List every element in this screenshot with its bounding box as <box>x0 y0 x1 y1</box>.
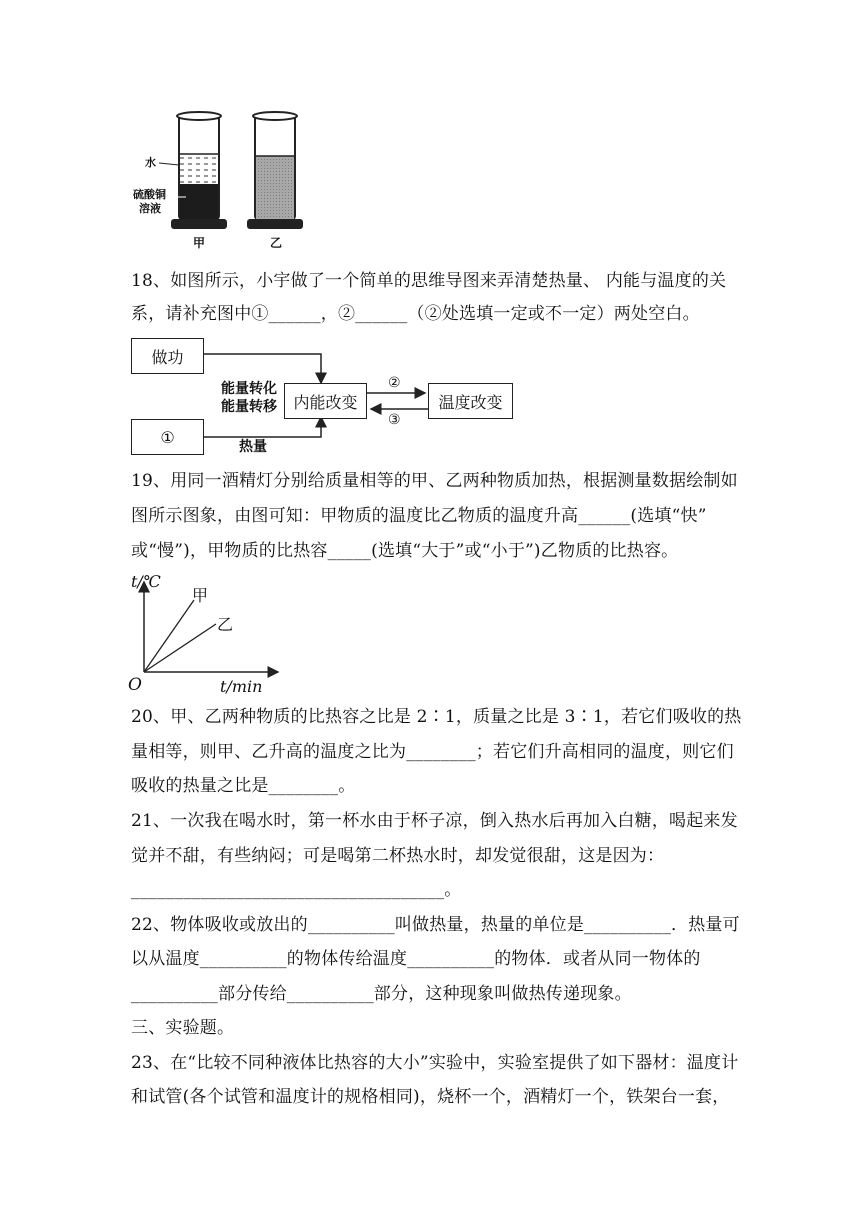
tube-a <box>159 112 227 229</box>
arrow-three-label: ③ <box>388 412 401 428</box>
section-heading: 三、实验题。 <box>131 1018 235 1038</box>
box-work: 做功 <box>131 338 204 374</box>
q22-line1: 22、物体吸收或放出的__________叫做热量，热量的单位是__________．热量可 <box>131 915 740 935</box>
q18-line2: 系，请补充图中①______，②______（②处选填一定或不一定）两处空白。 <box>131 304 700 324</box>
box-internal-energy: 内能改变 <box>284 383 367 419</box>
q20-line3: 吸收的热量之比是________。 <box>131 776 356 796</box>
temperature-time-graph <box>128 572 288 697</box>
y-axis-label: t/℃ <box>131 572 161 591</box>
box-temperature: 温度改变 <box>428 383 513 419</box>
q21-line1: 21、一次我在喝水时，第一杯水由于杯子凉，倒入热水后再加入白糖，喝起来发 <box>131 811 738 831</box>
q19-line1: 19、用同一酒精灯分别给质量相等的甲、乙两种物质加热，根据测量数据绘制如 <box>131 471 738 491</box>
tube-b-label: 乙 <box>270 236 283 250</box>
water-label: 水 <box>145 156 156 169</box>
label-heat: 热量 <box>239 439 267 455</box>
q21-line3: ____________________________________。 <box>131 880 462 900</box>
x-axis-label: t/min <box>220 677 263 696</box>
mind-map-diagram <box>131 337 521 462</box>
line-a-label: 甲 <box>192 586 209 605</box>
test-tubes-drawing <box>131 107 316 257</box>
box-one: ① <box>131 419 204 455</box>
q23-line2: 和试管(各个试管和温度计的规格相同)，烧杯一个，酒精灯一个，铁架台一套， <box>131 1087 730 1107</box>
q23-line1: 23、在“比较不同种液体比热容的大小”实验中，实验室提供了如下器材：温度计 <box>131 1053 739 1073</box>
label-energy-transfer: 能量转移 <box>221 399 277 415</box>
q19-line3: 或“慢”)，甲物质的比热容_____(选填“大于”或“小于”)乙物质的比热容。 <box>131 541 679 561</box>
solution-label-line2: 溶液 <box>139 202 161 215</box>
line-b-label: 乙 <box>217 615 234 634</box>
solution-label-line1: 硫酸铜 <box>133 188 166 201</box>
label-energy-convert: 能量转化 <box>221 381 277 397</box>
test-tubes-figure <box>131 107 316 257</box>
q22-line3: __________部分传给__________部分，这种现象叫做热传递现象。 <box>131 984 632 1004</box>
q21-line2: 觉并不甜，有些纳闷；可是喝第二杯热水时，却发觉很甜，这是因为： <box>131 846 665 866</box>
line-a <box>144 600 194 672</box>
q18-line1: 18、如图所示，小宇做了一个简单的思维导图来弄清楚热量、 内能与温度的关 <box>131 271 727 291</box>
q20-line2: 量相等，则甲、乙升高的温度之比为________；若它们升高相同的温度，则它们 <box>131 742 734 762</box>
arrow-two-label: ② <box>388 375 401 391</box>
tube-b <box>247 112 303 229</box>
origin-label: O <box>128 675 142 695</box>
tube-a-label: 甲 <box>193 236 206 250</box>
line-b <box>144 624 216 672</box>
q20-line1: 20、甲、乙两种物质的比热容之比是 2∶1，质量之比是 3∶1，若它们吸收的热 <box>131 707 742 727</box>
q22-line2: 以从温度__________的物体传给温度__________的物体．或者从同一物体的 <box>131 949 701 969</box>
q19-line2: 图所示图象，由图可知：甲物质的温度比乙物质的温度升高______(选填“快” <box>131 506 707 526</box>
